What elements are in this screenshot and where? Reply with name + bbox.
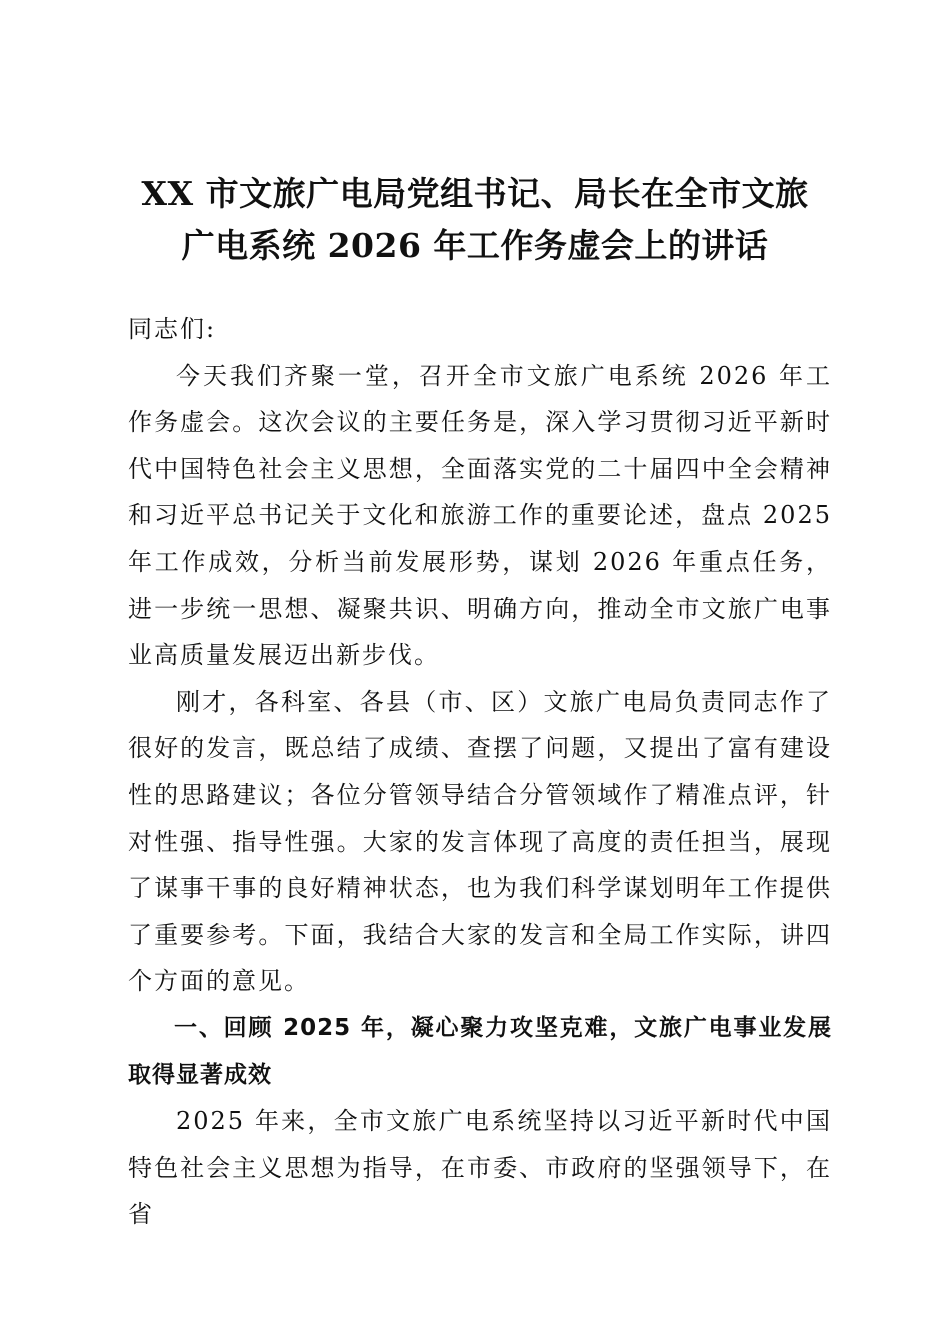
document-body — [128, 306, 832, 1238]
paragraph-opening: 今天我们齐聚一堂，召开全市文旅广电系统 2026 年工作务虚会。这次会议的主要任务是，深入学习贯彻习近平新时代中国特色社会主义思想，全面落实党的二十届四中全会精神和习近平总书记关于文化和旅游工作的重要论述，盘点 2025 年工作成效，分析当前发展形势，谋划 2026 年重点任务，进一步统一思想、凝聚共识、明确方向，推动全市文旅广电事业高质量发展迈出新步伐。 — [128, 361, 832, 670]
title-line-2: 广电系统 2026 年工作务虚会上的讲话 — [181, 226, 769, 265]
title-line-1: XX 市文旅广电局党组书记、局长在全市文旅 — [141, 174, 809, 213]
salutation: 同志们: — [128, 315, 217, 343]
document-title — [110, 168, 840, 272]
paragraph-comments: 刚才，各科室、各县（市、区）文旅广电局负责同志作了很好的发言，既总结了成绩、查摆了问题，又提出了富有建设性的思路建议；各位分管领导结合分管领域作了精准点评，针对性强、指导性强。大家的发言体现了高度的责任担当，展现了谋事干事的良好精神状态，也为我们科学谋划明年工作提供了重要参考。下面，我结合大家的发言和全局工作实际，讲四个方面的意见。 — [128, 687, 832, 996]
section-heading-1: 一、回顾 2025 年，凝心聚力攻坚克难，文旅广电事业发展取得显著成效 — [128, 1014, 832, 1088]
section-1-paragraph: 2025 年来，全市文旅广电系统坚持以习近平新时代中国特色社会主义思想为指导，在市委、市政府的坚强领导下，在省 — [128, 1107, 832, 1229]
